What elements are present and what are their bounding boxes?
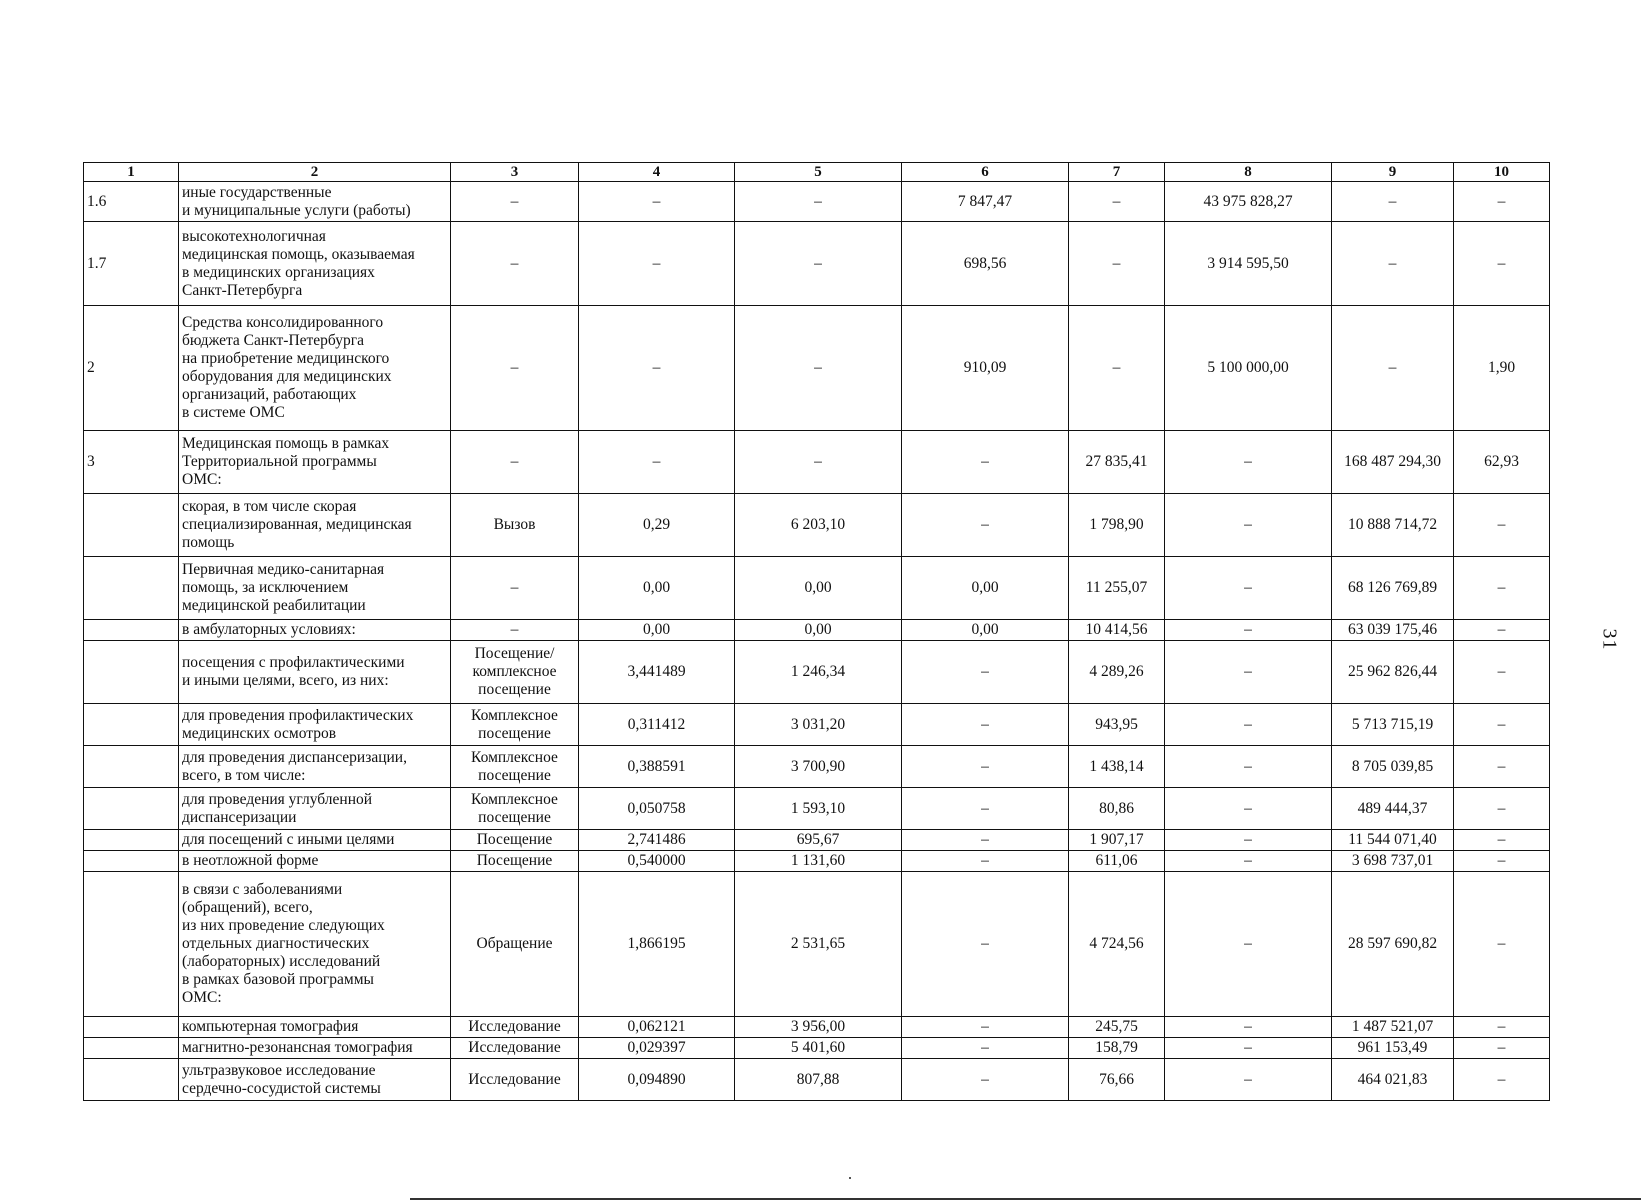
value-cell-9: 25 962 826,44 (1332, 641, 1454, 704)
value-cell-9: 10 888 714,72 (1332, 494, 1454, 557)
value-cell-5: – (735, 306, 902, 431)
value-cell-10: – (1454, 494, 1550, 557)
row-number (84, 557, 179, 620)
value-cell-4: 0,00 (579, 620, 735, 641)
value-cell-7: 245,75 (1069, 1017, 1165, 1038)
value-cell-10: – (1454, 704, 1550, 746)
value-cell-6: – (902, 431, 1069, 494)
value-cell-6: – (902, 872, 1069, 1017)
value-cell-10: – (1454, 182, 1550, 222)
value-cell-6: 0,00 (902, 620, 1069, 641)
row-number (84, 620, 179, 641)
row-number (84, 1038, 179, 1059)
unit-cell: Комплексное посещение (451, 746, 579, 788)
value-cell-9: 8 705 039,85 (1332, 746, 1454, 788)
value-cell-6: – (902, 1059, 1069, 1101)
unit-cell: – (451, 306, 579, 431)
value-cell-4: – (579, 431, 735, 494)
value-cell-8: 5 100 000,00 (1165, 306, 1332, 431)
row-name: для проведения профилактических медицинских осмотров (179, 704, 451, 746)
column-header: 2 (179, 163, 451, 182)
value-cell-10: – (1454, 557, 1550, 620)
column-header: 1 (84, 163, 179, 182)
row-name: Средства консолидированного бюджета Санкт-Петербурга на приобретение медицинского оборудования для медицинских организаций, работающих в системе ОМС (179, 306, 451, 431)
row-number: 1.6 (84, 182, 179, 222)
value-cell-9: – (1332, 222, 1454, 306)
value-cell-7: 27 835,41 (1069, 431, 1165, 494)
value-cell-8: – (1165, 851, 1332, 872)
unit-cell: Вызов (451, 494, 579, 557)
value-cell-7: – (1069, 222, 1165, 306)
value-cell-8: – (1165, 788, 1332, 830)
value-cell-4: – (579, 222, 735, 306)
table-row (84, 746, 1550, 788)
unit-cell: Обращение (451, 872, 579, 1017)
unit-cell: Посещение/ комплексное посещение (451, 641, 579, 704)
value-cell-8: – (1165, 704, 1332, 746)
unit-cell: Исследование (451, 1017, 579, 1038)
table-row (84, 1038, 1550, 1059)
value-cell-8: – (1165, 557, 1332, 620)
value-cell-7: – (1069, 306, 1165, 431)
unit-cell: Исследование (451, 1059, 579, 1101)
value-cell-10: – (1454, 788, 1550, 830)
column-header: 6 (902, 163, 1069, 182)
value-cell-5: 6 203,10 (735, 494, 902, 557)
value-cell-9: 489 444,37 (1332, 788, 1454, 830)
value-cell-10: – (1454, 830, 1550, 851)
value-cell-7: 4 289,26 (1069, 641, 1165, 704)
value-cell-5: – (735, 182, 902, 222)
value-cell-9: 68 126 769,89 (1332, 557, 1454, 620)
row-name: в неотложной форме (179, 851, 451, 872)
table-row (84, 641, 1550, 704)
value-cell-9: 1 487 521,07 (1332, 1017, 1454, 1038)
column-header: 4 (579, 163, 735, 182)
unit-cell: – (451, 222, 579, 306)
value-cell-4: 0,00 (579, 557, 735, 620)
value-cell-8: 43 975 828,27 (1165, 182, 1332, 222)
value-cell-4: 0,050758 (579, 788, 735, 830)
column-header: 7 (1069, 163, 1165, 182)
value-cell-4: 3,441489 (579, 641, 735, 704)
value-cell-6: 7 847,47 (902, 182, 1069, 222)
value-cell-8: – (1165, 431, 1332, 494)
table-row (84, 182, 1550, 222)
unit-cell: Исследование (451, 1038, 579, 1059)
row-number (84, 641, 179, 704)
value-cell-5: – (735, 431, 902, 494)
value-cell-4: 0,311412 (579, 704, 735, 746)
value-cell-6: – (902, 851, 1069, 872)
value-cell-10: – (1454, 620, 1550, 641)
value-cell-10: – (1454, 222, 1550, 306)
value-cell-5: 2 531,65 (735, 872, 902, 1017)
row-number: 2 (84, 306, 179, 431)
row-number (84, 872, 179, 1017)
value-cell-5: – (735, 222, 902, 306)
value-cell-9: 11 544 071,40 (1332, 830, 1454, 851)
table-row (84, 431, 1550, 494)
page-number: 31 (1598, 628, 1621, 651)
value-cell-4: – (579, 306, 735, 431)
value-cell-8: 3 914 595,50 (1165, 222, 1332, 306)
value-cell-5: 1 246,34 (735, 641, 902, 704)
column-header: 3 (451, 163, 579, 182)
value-cell-7: 76,66 (1069, 1059, 1165, 1101)
row-name: для проведения углубленной диспансеризации (179, 788, 451, 830)
column-header: 9 (1332, 163, 1454, 182)
data-table (83, 162, 1550, 1101)
value-cell-6: – (902, 1017, 1069, 1038)
value-cell-8: – (1165, 494, 1332, 557)
row-number: 3 (84, 431, 179, 494)
value-cell-4: – (579, 182, 735, 222)
value-cell-8: – (1165, 872, 1332, 1017)
row-number (84, 851, 179, 872)
value-cell-5: 1 131,60 (735, 851, 902, 872)
value-cell-7: 4 724,56 (1069, 872, 1165, 1017)
value-cell-6: 0,00 (902, 557, 1069, 620)
table-row (84, 1059, 1550, 1101)
value-cell-8: – (1165, 620, 1332, 641)
table-row (84, 222, 1550, 306)
header-row (84, 163, 1550, 182)
scan-speck (849, 1177, 851, 1179)
row-name: Первичная медико-санитарная помощь, за исключением медицинской реабилитации (179, 557, 451, 620)
value-cell-10: – (1454, 1017, 1550, 1038)
value-cell-4: 1,866195 (579, 872, 735, 1017)
value-cell-6: – (902, 1038, 1069, 1059)
value-cell-10: 1,90 (1454, 306, 1550, 431)
value-cell-5: 3 031,20 (735, 704, 902, 746)
table-row (84, 872, 1550, 1017)
value-cell-4: 0,540000 (579, 851, 735, 872)
row-name: скорая, в том числе скорая специализированная, медицинская помощь (179, 494, 451, 557)
value-cell-6: – (902, 704, 1069, 746)
value-cell-6: – (902, 494, 1069, 557)
unit-cell: Посещение (451, 830, 579, 851)
value-cell-5: 807,88 (735, 1059, 902, 1101)
unit-cell: – (451, 557, 579, 620)
table-row (84, 620, 1550, 641)
row-name: в связи с заболеваниями (обращений), всего, из них проведение следующих отдельных диагностических (лабораторных) исследований в рамках базовой программы ОМС: (179, 872, 451, 1017)
column-header: 10 (1454, 163, 1550, 182)
value-cell-7: – (1069, 182, 1165, 222)
table-row (84, 788, 1550, 830)
value-cell-8: – (1165, 830, 1332, 851)
value-cell-9: 63 039 175,46 (1332, 620, 1454, 641)
value-cell-4: 0,29 (579, 494, 735, 557)
value-cell-7: 11 255,07 (1069, 557, 1165, 620)
unit-cell: – (451, 620, 579, 641)
value-cell-5: 5 401,60 (735, 1038, 902, 1059)
value-cell-7: 80,86 (1069, 788, 1165, 830)
table-row (84, 704, 1550, 746)
table-row (84, 557, 1550, 620)
table-row (84, 830, 1550, 851)
row-name: Медицинская помощь в рамках Территориальной программы ОМС: (179, 431, 451, 494)
value-cell-8: – (1165, 1059, 1332, 1101)
value-cell-4: 0,062121 (579, 1017, 735, 1038)
value-cell-10: – (1454, 746, 1550, 788)
value-cell-5: 3 956,00 (735, 1017, 902, 1038)
column-header: 5 (735, 163, 902, 182)
column-header: 8 (1165, 163, 1332, 182)
table-row (84, 306, 1550, 431)
unit-cell: Посещение (451, 851, 579, 872)
value-cell-4: 0,029397 (579, 1038, 735, 1059)
table-row (84, 851, 1550, 872)
row-name: посещения с профилактическими и иными целями, всего, из них: (179, 641, 451, 704)
value-cell-9: 168 487 294,30 (1332, 431, 1454, 494)
value-cell-7: 1 438,14 (1069, 746, 1165, 788)
value-cell-7: 611,06 (1069, 851, 1165, 872)
value-cell-9: 464 021,83 (1332, 1059, 1454, 1101)
value-cell-10: – (1454, 1059, 1550, 1101)
row-name: магнитно-резонансная томография (179, 1038, 451, 1059)
unit-cell: Комплексное посещение (451, 788, 579, 830)
row-name: компьютерная томография (179, 1017, 451, 1038)
value-cell-7: 1 798,90 (1069, 494, 1165, 557)
row-name: для посещений с иными целями (179, 830, 451, 851)
value-cell-9: – (1332, 182, 1454, 222)
row-number (84, 788, 179, 830)
value-cell-9: 961 153,49 (1332, 1038, 1454, 1059)
row-number (84, 1059, 179, 1101)
value-cell-5: 0,00 (735, 620, 902, 641)
value-cell-5: 0,00 (735, 557, 902, 620)
value-cell-7: 1 907,17 (1069, 830, 1165, 851)
unit-cell: Комплексное посещение (451, 704, 579, 746)
value-cell-6: 698,56 (902, 222, 1069, 306)
value-cell-8: – (1165, 1038, 1332, 1059)
value-cell-4: 2,741486 (579, 830, 735, 851)
value-cell-5: 695,67 (735, 830, 902, 851)
value-cell-9: 3 698 737,01 (1332, 851, 1454, 872)
row-name: высокотехнологичная медицинская помощь, оказываемая в медицинских организациях Санкт-Петербурга (179, 222, 451, 306)
value-cell-5: 3 700,90 (735, 746, 902, 788)
value-cell-6: – (902, 641, 1069, 704)
unit-cell: – (451, 182, 579, 222)
row-number (84, 1017, 179, 1038)
value-cell-10: – (1454, 851, 1550, 872)
value-cell-7: 943,95 (1069, 704, 1165, 746)
value-cell-4: 0,388591 (579, 746, 735, 788)
value-cell-8: – (1165, 1017, 1332, 1038)
value-cell-7: 158,79 (1069, 1038, 1165, 1059)
value-cell-4: 0,094890 (579, 1059, 735, 1101)
value-cell-6: – (902, 788, 1069, 830)
row-name: ультразвуковое исследование сердечно-сосудистой системы (179, 1059, 451, 1101)
row-number (84, 704, 179, 746)
value-cell-6: – (902, 746, 1069, 788)
value-cell-8: – (1165, 746, 1332, 788)
table-row (84, 1017, 1550, 1038)
value-cell-10: – (1454, 641, 1550, 704)
row-name: для проведения диспансеризации, всего, в том числе: (179, 746, 451, 788)
row-number (84, 746, 179, 788)
value-cell-9: – (1332, 306, 1454, 431)
value-cell-5: 1 593,10 (735, 788, 902, 830)
value-cell-8: – (1165, 641, 1332, 704)
value-cell-6: – (902, 830, 1069, 851)
row-number (84, 830, 179, 851)
value-cell-9: 5 713 715,19 (1332, 704, 1454, 746)
value-cell-9: 28 597 690,82 (1332, 872, 1454, 1017)
unit-cell: – (451, 431, 579, 494)
row-number (84, 494, 179, 557)
row-name: иные государственные и муниципальные услуги (работы) (179, 182, 451, 222)
value-cell-6: 910,09 (902, 306, 1069, 431)
row-name: в амбулаторных условиях: (179, 620, 451, 641)
value-cell-7: 10 414,56 (1069, 620, 1165, 641)
value-cell-10: – (1454, 872, 1550, 1017)
value-cell-10: – (1454, 1038, 1550, 1059)
row-number: 1.7 (84, 222, 179, 306)
value-cell-10: 62,93 (1454, 431, 1550, 494)
table-row (84, 494, 1550, 557)
